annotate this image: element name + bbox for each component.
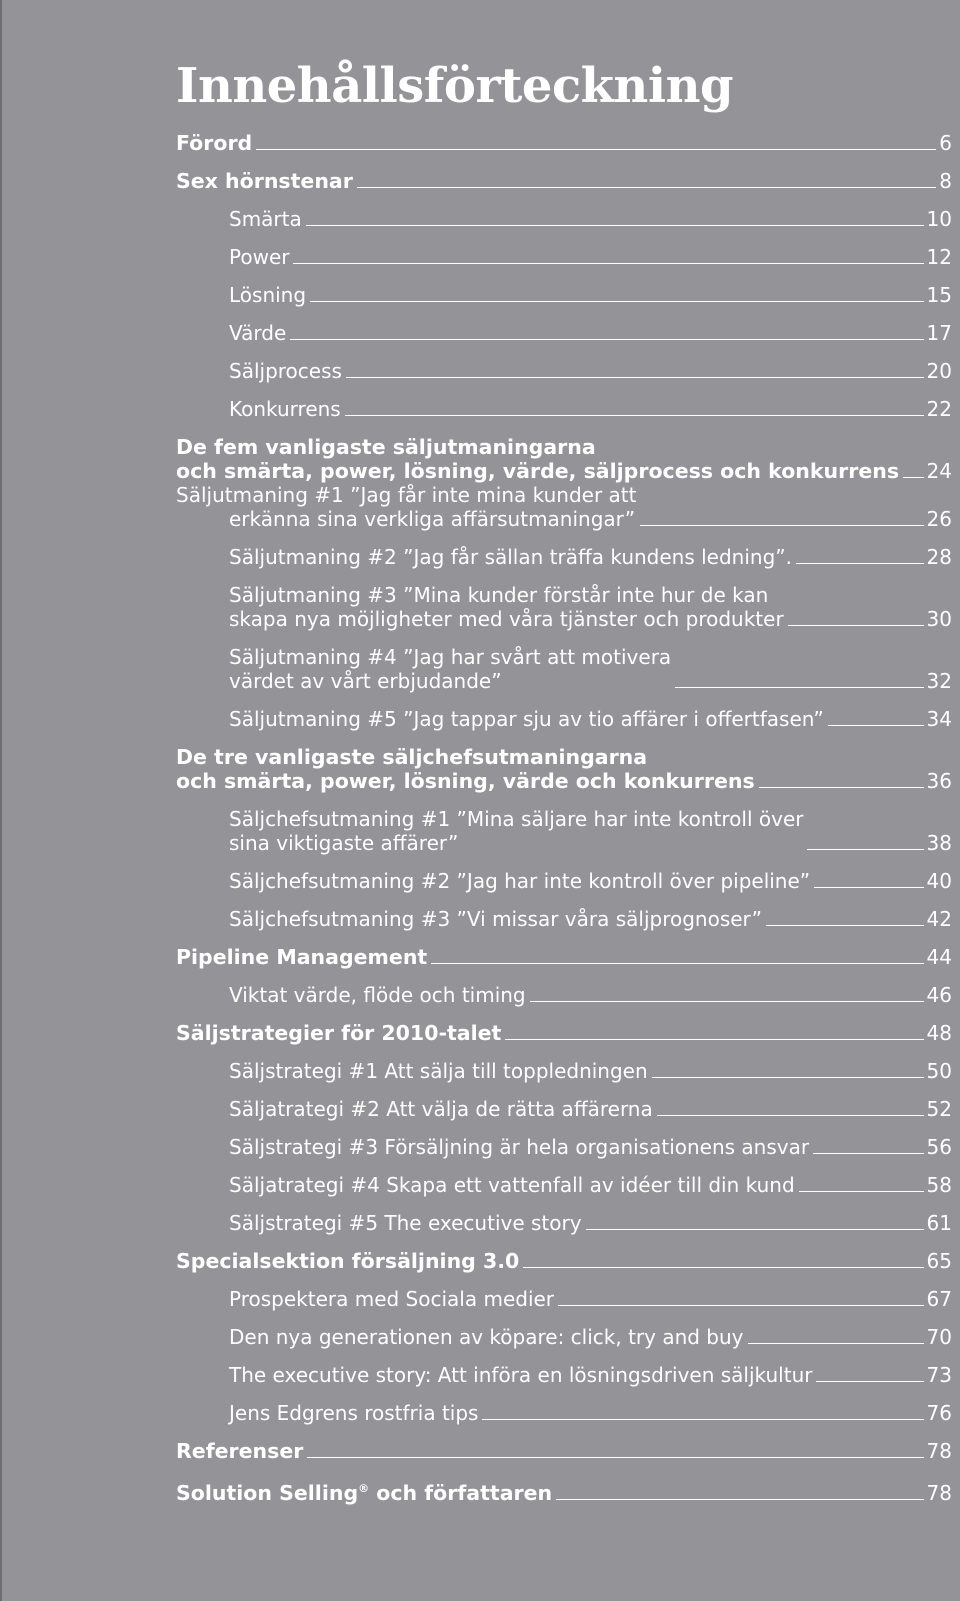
toc-entry-label: [176, 745, 755, 793]
dot-leader: [657, 1115, 924, 1116]
toc-entry-smarta[interactable]: [176, 207, 952, 231]
toc-entry-label: [229, 645, 671, 693]
dot-leader: [816, 1381, 923, 1382]
toc-entry-line2: värdet av vårt erbjudande”: [229, 669, 502, 693]
toc-entry-saljprocess[interactable]: [176, 359, 952, 383]
toc-entry-label: Säljstrategi #1 Att sälja till toppledningen: [229, 1059, 648, 1083]
toc-entry-executive-story[interactable]: [176, 1363, 952, 1387]
toc-entry-label: Pipeline Management: [176, 945, 428, 969]
toc-entry-saljstrategi-3[interactable]: [176, 1135, 952, 1159]
page-edge: [0, 0, 2, 1601]
dot-leader: [759, 787, 924, 788]
toc-page-number: 28: [926, 545, 952, 569]
toc-entry-label: The executive story: Att införa en lösningsdriven säljkultur: [229, 1363, 813, 1387]
toc-entry-label: Power: [229, 245, 290, 269]
toc-entry-nya-generationen[interactable]: [176, 1325, 952, 1349]
toc-page-number: 65: [926, 1249, 952, 1273]
toc-page-number: 36: [926, 769, 952, 793]
toc-page-number: 10: [926, 207, 952, 231]
toc-entry-line2: och smärta, power, lösning, värde och konkurrens: [176, 769, 755, 793]
toc-page-number: 73: [926, 1363, 952, 1387]
toc-entry-saljchefsutmaning-1[interactable]: [176, 807, 952, 855]
dot-leader: [788, 625, 924, 626]
toc-entry-prospektera[interactable]: [176, 1287, 952, 1311]
toc-entry-saljstrategi-5[interactable]: [176, 1211, 952, 1235]
toc-entry-label: Säljstrategier för 2010-talet: [176, 1021, 502, 1045]
toc-page-number: 76: [926, 1401, 952, 1425]
dot-leader: [766, 925, 924, 926]
toc-entry-label: [229, 807, 803, 855]
toc-page-number: 15: [926, 283, 952, 307]
toc-entry-label: Säljchefsutmaning #2 ”Jag har inte kontroll över pipeline”: [229, 869, 811, 893]
toc-entry-label: Specialsektion försäljning 3.0: [176, 1249, 520, 1273]
dot-leader: [748, 1343, 924, 1344]
dot-leader: [813, 1153, 923, 1154]
toc-entry-sex-hornstenar[interactable]: [176, 169, 952, 193]
toc-entry-line1: De fem vanligaste säljutmaningarna: [176, 435, 596, 459]
toc-page-number: 56: [926, 1135, 952, 1159]
toc-entry-label: Konkurrens: [229, 397, 341, 421]
dot-leader: [306, 225, 924, 226]
toc-page-number: 48: [926, 1021, 952, 1045]
toc-entry-saljstrategi-1[interactable]: [176, 1059, 952, 1083]
toc-entry-label: [176, 483, 636, 531]
toc-entry-line2: erkänna sina verkliga affärsutmaningar”: [229, 507, 636, 531]
toc-page-number: 32: [926, 669, 952, 693]
toc-page-number: 52: [926, 1097, 952, 1121]
toc-entry-label: Sex hörnstenar: [176, 169, 353, 193]
toc-entry-saljutmaning-2[interactable]: [176, 545, 952, 569]
toc-entry-saljutmaning-4[interactable]: [176, 645, 952, 693]
toc-page-number: 70: [926, 1325, 952, 1349]
toc-page-number: 78: [926, 1480, 952, 1505]
toc-entry-saljchefsutmaning-3[interactable]: [176, 907, 952, 931]
toc-page-number: 78: [926, 1439, 952, 1463]
dot-leader: [903, 477, 924, 478]
dot-leader: [796, 563, 924, 564]
toc-entry-saljstrategi-2[interactable]: [176, 1097, 952, 1121]
toc-page-number: 40: [926, 869, 952, 893]
toc-entry-forord[interactable]: [176, 131, 952, 155]
toc-entry-line2: och smärta, power, lösning, värde, säljprocess och konkurrens: [176, 459, 900, 483]
toc-entry-line2: skapa nya möjligheter med våra tjänster och produkter: [229, 607, 784, 631]
toc-entry-label-post: och författaren: [369, 1480, 553, 1505]
dot-leader: [482, 1419, 923, 1420]
dot-leader: [530, 1001, 924, 1002]
toc-page-number: 38: [926, 831, 952, 855]
table-of-contents: [176, 131, 952, 1505]
page-title: Innehållsförteckning: [176, 58, 734, 114]
toc-entry-label: Säljstrategi #3 Försäljning är hela organisationens ansvar: [229, 1135, 810, 1159]
toc-entry-label: Jens Edgrens rostfria tips: [229, 1401, 479, 1425]
dot-leader: [293, 263, 923, 264]
toc-page-number: 17: [926, 321, 952, 345]
toc-entry-line1: De tre vanligaste säljchefsutmaningarna: [176, 745, 648, 769]
toc-page-number: 8: [939, 169, 952, 193]
toc-entry-konkurrens[interactable]: [176, 397, 952, 421]
toc-page-number: 30: [926, 607, 952, 631]
dot-leader: [310, 301, 923, 302]
toc-entry-label: [229, 583, 784, 631]
toc-page-number: 20: [926, 359, 952, 383]
dot-leader: [431, 963, 923, 964]
toc-entry-label: Säljutmaning #5 ”Jag tappar sju av tio affärer i offertfasen”: [229, 707, 824, 731]
toc-entry-line1: Säljutmaning #1 ”Jag får inte mina kunder att: [176, 483, 637, 507]
toc-page-number: 34: [926, 707, 952, 731]
toc-entry-line1: Säljutmaning #4 ”Jag har svårt att motivera: [229, 645, 672, 669]
toc-entry-label: Värde: [229, 321, 287, 345]
toc-entry-label: Säljutmaning #2 ”Jag får sällan träffa kundens ledning”.: [229, 545, 793, 569]
toc-entry-tre-saljchefsutmaningar[interactable]: [176, 745, 952, 793]
dot-leader: [558, 1305, 924, 1306]
dot-leader: [652, 1077, 924, 1078]
toc-page-number: 44: [926, 945, 952, 969]
dot-leader: [807, 849, 923, 850]
dot-leader: [799, 1191, 924, 1192]
toc-entry-rostfria-tips[interactable]: [176, 1401, 952, 1425]
toc-page-number: 58: [926, 1173, 952, 1197]
toc-entry-solution-selling[interactable]: [176, 1477, 952, 1505]
toc-entry-label: [176, 435, 899, 483]
dot-leader: [505, 1039, 923, 1040]
toc-entry-viktat-varde[interactable]: [176, 983, 952, 1007]
toc-entry-saljutmaning-1[interactable]: [176, 483, 952, 531]
toc-entry-label: [176, 1477, 552, 1505]
dot-leader: [345, 415, 924, 416]
toc-entry-pipeline-management[interactable]: [176, 945, 952, 969]
toc-entry-line1: Säljutmaning #3 ”Mina kunder förstår inte hur de kan: [229, 583, 769, 607]
toc-page-number: 46: [926, 983, 952, 1007]
toc-page-number: 26: [926, 507, 952, 531]
toc-page-number: 61: [926, 1211, 952, 1235]
toc-page-number: 67: [926, 1287, 952, 1311]
toc-entry-fem-saljutmaningar[interactable]: [176, 435, 952, 483]
toc-page-number: 24: [926, 459, 952, 483]
dot-leader: [556, 1499, 923, 1500]
toc-entry-line1: Säljchefsutmaning #1 ”Mina säljare har inte kontroll över: [229, 807, 804, 831]
toc-entry-saljstrategi-4[interactable]: [176, 1173, 952, 1197]
toc-entry-line2: sina viktigaste affärer”: [229, 831, 459, 855]
toc-entry-label: Säljatrategi #4 Skapa ett vattenfall av idéer till din kund: [229, 1173, 795, 1197]
toc-page-number: 22: [926, 397, 952, 421]
toc-page-number: 50: [926, 1059, 952, 1083]
dot-leader: [814, 887, 923, 888]
toc-entry-label: Den nya generationen av köpare: click, try and buy: [229, 1325, 744, 1349]
toc-entry-label: Viktat värde, flöde och timing: [229, 983, 526, 1007]
toc-entry-referenser[interactable]: [176, 1439, 952, 1463]
dot-leader: [523, 1267, 923, 1268]
dot-leader: [675, 687, 923, 688]
toc-entry-saljutmaning-5[interactable]: [176, 707, 952, 731]
toc-entry-label-pre: Solution Selling: [176, 1480, 359, 1505]
dot-leader: [586, 1229, 924, 1230]
toc-page-number: 42: [926, 907, 952, 931]
toc-entry-label: Smärta: [229, 207, 302, 231]
dot-leader: [307, 1457, 923, 1458]
toc-entry-saljutmaning-3[interactable]: [176, 583, 952, 631]
toc-entry-specialsektion[interactable]: [176, 1249, 952, 1273]
toc-entry-label: Prospektera med Sociala medier: [229, 1287, 555, 1311]
toc-page-number: 6: [939, 131, 952, 155]
toc-entry-saljstrategier[interactable]: [176, 1021, 952, 1045]
dot-leader: [256, 149, 936, 150]
toc-entry-label: Förord: [176, 131, 253, 155]
toc-page-number: 12: [926, 245, 952, 269]
toc-entry-power[interactable]: [176, 245, 952, 269]
dot-leader: [346, 377, 924, 378]
toc-entry-label: Säljprocess: [229, 359, 342, 383]
dot-leader: [290, 339, 923, 340]
toc-entry-label: Lösning: [229, 283, 307, 307]
toc-entry-saljchefsutmaning-2[interactable]: [176, 869, 952, 893]
toc-entry-losning[interactable]: [176, 283, 952, 307]
toc-entry-label: Säljatrategi #2 Att välja de rätta affärerna: [229, 1097, 653, 1121]
dot-leader: [640, 525, 923, 526]
registered-mark: ®: [358, 1482, 370, 1495]
dot-leader: [828, 725, 924, 726]
toc-entry-label: Säljchefsutmaning #3 ”Vi missar våra säljprognoser”: [229, 907, 762, 931]
toc-entry-varde[interactable]: [176, 321, 952, 345]
dot-leader: [357, 187, 936, 188]
toc-entry-label: Referenser: [176, 1439, 304, 1463]
toc-entry-label: Säljstrategi #5 The executive story: [229, 1211, 582, 1235]
